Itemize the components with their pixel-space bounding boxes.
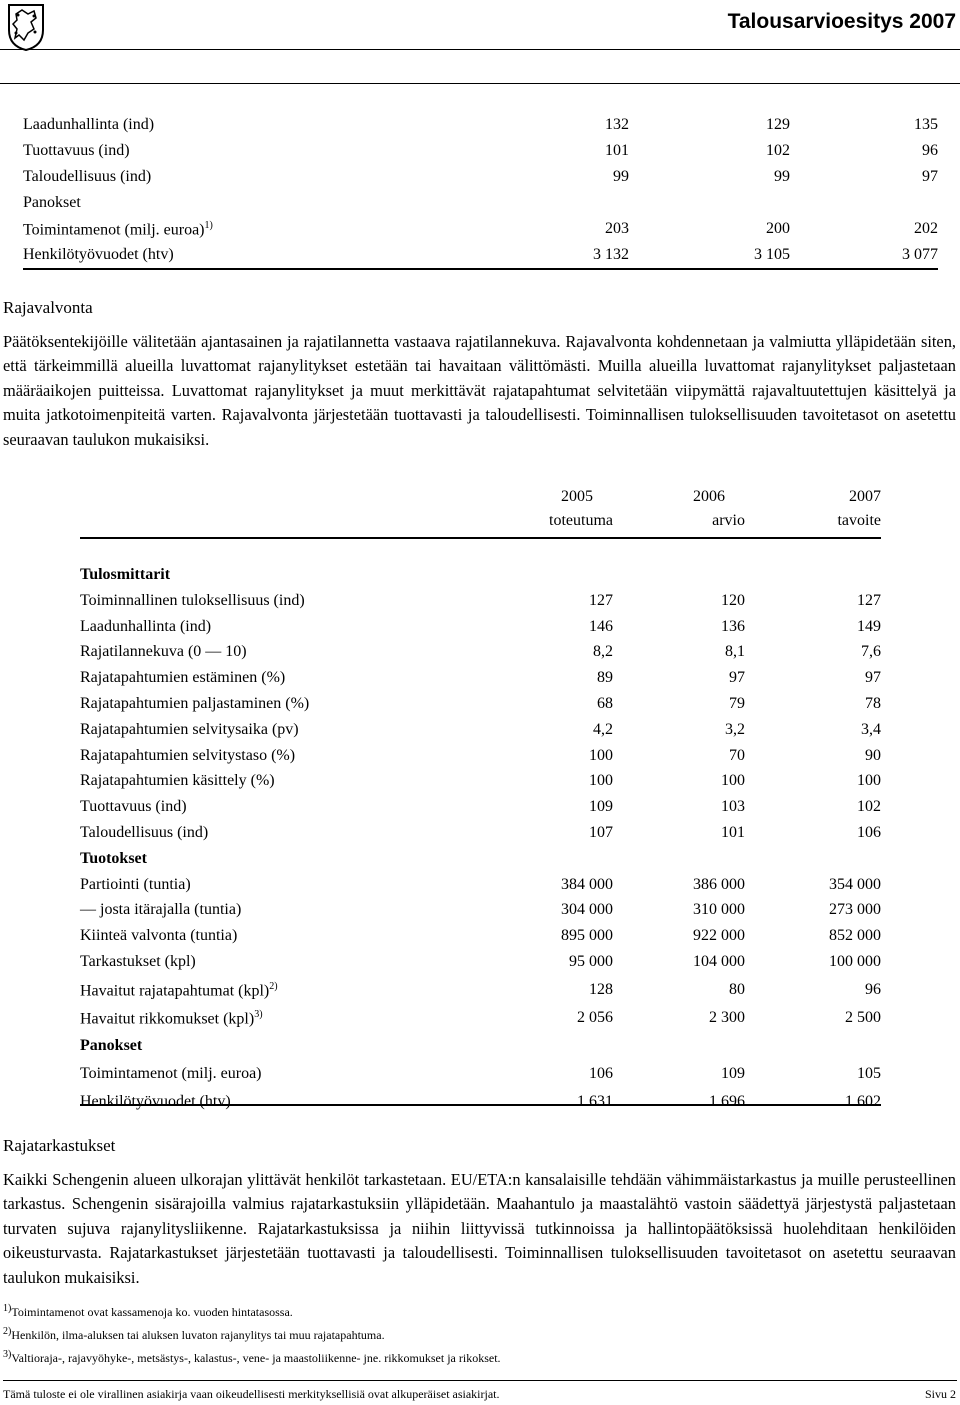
cell-value: 149 <box>857 617 881 635</box>
footer-disclaimer: Tämä tuloste ei ole virallinen asiakirja vaan oikeudellisesti merkityksellisiä ovat alkuperäiset asiakirjat. <box>3 1387 500 1401</box>
row-label-text: Panokset <box>23 194 81 211</box>
table1-bottom-rule <box>23 268 938 270</box>
row-label <box>80 695 309 713</box>
cell-value: 129 <box>766 116 790 133</box>
cell-value: 100 <box>589 746 613 764</box>
cell-value: 106 <box>589 1065 613 1082</box>
table2-header-rule <box>80 537 881 539</box>
cell-value: 895 000 <box>561 927 613 945</box>
footnote-text: Valtioraja-, rajavyöhyke-, metsästys-, kalastus-, vene- ja maastoliikenne- jne. rikkomukset ja rikokset. <box>11 1351 501 1365</box>
cell-value: 1 602 <box>845 1093 881 1110</box>
row-label-text: Taloudellisuus (ind) <box>23 168 152 185</box>
row-label-text: Panokset <box>80 1037 143 1054</box>
row-label <box>80 798 187 816</box>
cell-value: 386 000 <box>693 875 745 893</box>
col-header-year: 2005 <box>561 488 593 505</box>
cell-value: 202 <box>914 220 938 237</box>
cell-value: 106 <box>857 824 881 841</box>
cell-value: 273 000 <box>829 901 881 919</box>
page-number: Sivu 2 <box>924 1387 956 1401</box>
row-label <box>80 747 295 765</box>
row-label-text: Laadunhallinta (ind) <box>23 116 155 133</box>
document-header-title: Talousarvioesitys 2007 <box>727 10 956 33</box>
cell-value: 310 000 <box>693 901 745 919</box>
row-label-text: Toiminnallinen tuloksellisuus (ind) <box>80 591 305 609</box>
cell-value: 100 <box>857 772 881 790</box>
col-header-year: 2006 <box>693 488 725 505</box>
row-label <box>80 592 305 610</box>
cell-value: 101 <box>721 824 745 841</box>
cell-value: 1 631 <box>577 1093 613 1110</box>
col-header-label: arvio <box>712 512 745 529</box>
cell-value: 3 105 <box>754 246 790 263</box>
section-title-rajavalvonta: Rajavalvonta <box>3 298 93 317</box>
row-label-text: Partiointi (tuntia) <box>80 875 191 893</box>
cell-value: 102 <box>857 798 881 816</box>
row-label-text: Toimintamenot (milj. euroa) <box>80 1065 262 1082</box>
row-label <box>23 142 130 160</box>
footnote-marker: 3) <box>3 1349 12 1360</box>
cell-value: 3,2 <box>725 720 745 738</box>
coat-of-arms-logo <box>6 2 46 52</box>
cell-value: 120 <box>721 591 745 609</box>
footnote-marker: 2) <box>269 981 278 992</box>
footnote-text: Toimintamenot ovat kassamenoja ko. vuoden hintatasossa. <box>11 1305 293 1319</box>
cell-value: 128 <box>589 981 613 998</box>
cell-value: 100 000 <box>829 953 881 970</box>
row-label <box>80 1093 231 1111</box>
header-rule-secondary <box>0 83 960 84</box>
cell-value: 8,2 <box>593 643 613 661</box>
row-label <box>80 566 170 584</box>
row-label <box>80 721 299 739</box>
cell-value: 922 000 <box>693 927 745 945</box>
cell-value: 107 <box>589 824 613 841</box>
row-label <box>80 772 275 790</box>
cell-value: 2 500 <box>845 1009 881 1026</box>
row-label-text: Rajatapahtumien paljastaminen (%) <box>80 695 310 712</box>
row-label <box>80 1037 142 1055</box>
cell-value: 132 <box>605 116 629 133</box>
cell-value: 90 <box>865 746 881 764</box>
cell-value: 89 <box>597 669 613 687</box>
row-label-text: Toimintamenot (milj. euroa) <box>23 221 205 239</box>
footnote-marker: 3) <box>254 1009 263 1020</box>
cell-value: 100 <box>589 772 613 790</box>
cell-value: 3,4 <box>861 720 881 738</box>
cell-value: 95 000 <box>569 953 613 970</box>
cell-value: 99 <box>774 168 790 185</box>
cell-value: 99 <box>613 168 629 185</box>
row-label <box>80 981 278 1000</box>
row-label-text: Tuottavuus (ind) <box>23 142 130 159</box>
row-label-text: Henkilötyövuodet (htv) <box>23 246 174 263</box>
row-label-text: Tuotokset <box>80 849 147 867</box>
row-label-text: Rajatapahtumien selvitystaso (%) <box>80 746 296 764</box>
footnote-marker: 2) <box>3 1326 12 1337</box>
row-label <box>80 618 211 636</box>
row-label <box>23 116 154 134</box>
row-label-text: Havaitut rikkomukset (kpl) <box>80 1010 255 1028</box>
cell-value: 70 <box>729 746 745 764</box>
row-label <box>23 168 151 186</box>
cell-value: 102 <box>766 142 790 159</box>
footer-rule <box>3 1380 957 1381</box>
row-label <box>80 1065 262 1083</box>
cell-value: 105 <box>857 1065 881 1082</box>
row-label <box>23 220 213 239</box>
cell-value: 101 <box>605 142 629 159</box>
cell-value: 127 <box>589 591 613 609</box>
row-label-text: Tulosmittarit <box>80 566 171 583</box>
col-header-year: 2007 <box>849 488 881 505</box>
header-rule <box>0 49 960 50</box>
cell-value: 97 <box>865 669 881 687</box>
row-label <box>80 850 147 868</box>
cell-value: 200 <box>766 220 790 237</box>
cell-value: 2 056 <box>577 1009 613 1026</box>
footnote <box>3 1326 385 1343</box>
cell-value: 78 <box>865 695 881 712</box>
cell-value: 109 <box>589 798 613 816</box>
cell-value: 2 300 <box>709 1009 745 1026</box>
rajavalvonta-paragraph: Päätöksentekijöille välitetään ajantasainen ja rajatilannetta vastaava rajatilannekuva. Rajavalvonta kohdennetaan ja valmiutta ylläpidetään siten, että tärkeimmillä alueilla luvattomat rajanylitykset estetään tai havaitaan välittömästi. Muilla alueilla luvattomat rajanylitykset paljastetaan määräaikojen puitteissa. Luvattomat rajanylitykset ja muut merkittävät rajatapahtumat selvitetään viipymättä rajavaltuutettujen käsittelyä ja muita jatkotoimenpiteitä varten. Rajavalvonta järjestetään tuottavasti ja taloudellisesti. Toiminnallisen tuloksellisuuden tavoitetasot on asetettu seuraavan taulukon mukaisiksi. <box>3 332 956 449</box>
cell-value: 68 <box>597 695 613 712</box>
cell-value: 146 <box>589 617 613 635</box>
table2-bottom-rule <box>80 1104 881 1106</box>
cell-value: 3 077 <box>902 246 938 263</box>
cell-value: 354 000 <box>829 875 881 893</box>
row-label-text: Rajatapahtumien selvitysaika (pv) <box>80 720 299 738</box>
footnote <box>3 1303 293 1320</box>
col-header-label: tavoite <box>837 512 881 529</box>
row-label <box>80 824 208 842</box>
cell-value: 80 <box>729 981 745 998</box>
row-label <box>80 953 196 971</box>
row-label-text: Kiinteä valvonta (tuntia) <box>80 927 238 945</box>
rajatarkastukset-paragraph: Kaikki Schengenin alueen ulkorajan ylittävät henkilöt tarkastetaan. EU/ETA:n kansalaisille tehdään vähimmäistarkastus ja muille perusteellinen tarkastus. Schengenin sisärajoilla valmius rajatarkastuksiin ylläpidetään. Maahantulo ja maastalähtö vastoin säädettyä järjestystä paljastetaan turvaten sujuva rajanylitysliikenne. Rajatarkastuksissa ja niihin liittyvissä tutkinnoissa ja hallintopäätöksissä huolehditaan henkilöiden oikeusturvasta. Rajatarkastukset järjestetään tuottavasti ja taloudellisesti. Toiminnallisen tuloksellisuuden tavoitetasot on asetettu seuraavan taulukon mukaisiksi. <box>3 1170 956 1287</box>
row-label <box>80 643 247 661</box>
row-label <box>23 246 174 264</box>
table-continuation <box>23 116 938 276</box>
cell-value: 103 <box>721 798 745 816</box>
row-label-text: Rajatilannekuva (0 — 10) <box>80 643 247 661</box>
cell-value: 304 000 <box>561 901 613 919</box>
table-header <box>80 488 881 534</box>
cell-value: 104 000 <box>693 953 745 970</box>
cell-value: 109 <box>721 1065 745 1082</box>
row-label-text: Rajatapahtumien käsittely (%) <box>80 772 275 790</box>
footnote-marker: 1) <box>3 1303 12 1314</box>
footnote-text: Henkilön, ilma-aluksen tai aluksen luvaton rajanylitys tai muu rajatapahtuma. <box>11 1328 385 1342</box>
cell-value: 8,1 <box>725 643 745 661</box>
row-label-text: — josta itärajalla (tuntia) <box>80 901 242 919</box>
section-title-rajatarkastukset: Rajatarkastukset <box>3 1136 116 1155</box>
cell-value: 97 <box>922 168 938 185</box>
cell-value: 203 <box>605 220 629 237</box>
cell-value: 7,6 <box>861 643 881 661</box>
row-label <box>80 901 241 919</box>
performance-table <box>80 566 881 1110</box>
col-header-label: toteutuma <box>549 512 613 529</box>
cell-value: 1 696 <box>709 1093 745 1110</box>
row-label <box>80 876 191 894</box>
row-label <box>80 1009 263 1028</box>
row-label-text: Tuottavuus (ind) <box>80 798 187 816</box>
cell-value: 384 000 <box>561 875 613 893</box>
cell-value: 96 <box>865 981 881 998</box>
cell-value: 135 <box>914 116 938 133</box>
footnote <box>3 1349 501 1366</box>
row-label <box>23 194 81 212</box>
row-label-text: Laadunhallinta (ind) <box>80 617 212 635</box>
cell-value: 79 <box>729 695 745 712</box>
row-label-text: Havaitut rajatapahtumat (kpl) <box>80 982 270 1000</box>
footnote-marker: 1) <box>204 220 213 231</box>
row-label-text: Rajatapahtumien estäminen (%) <box>80 669 286 687</box>
row-label-text: Henkilötyövuodet (htv) <box>80 1093 231 1110</box>
cell-value: 97 <box>729 669 745 687</box>
cell-value: 100 <box>721 772 745 790</box>
row-label-text: Taloudellisuus (ind) <box>80 824 209 841</box>
row-label <box>80 669 285 687</box>
cell-value: 96 <box>922 142 938 159</box>
cell-value: 127 <box>857 591 881 609</box>
row-label-text: Tarkastukset (kpl) <box>80 953 196 970</box>
cell-value: 136 <box>721 617 745 635</box>
cell-value: 852 000 <box>829 927 881 945</box>
cell-value: 4,2 <box>593 720 613 738</box>
row-label <box>80 927 237 945</box>
cell-value: 3 132 <box>593 246 629 263</box>
